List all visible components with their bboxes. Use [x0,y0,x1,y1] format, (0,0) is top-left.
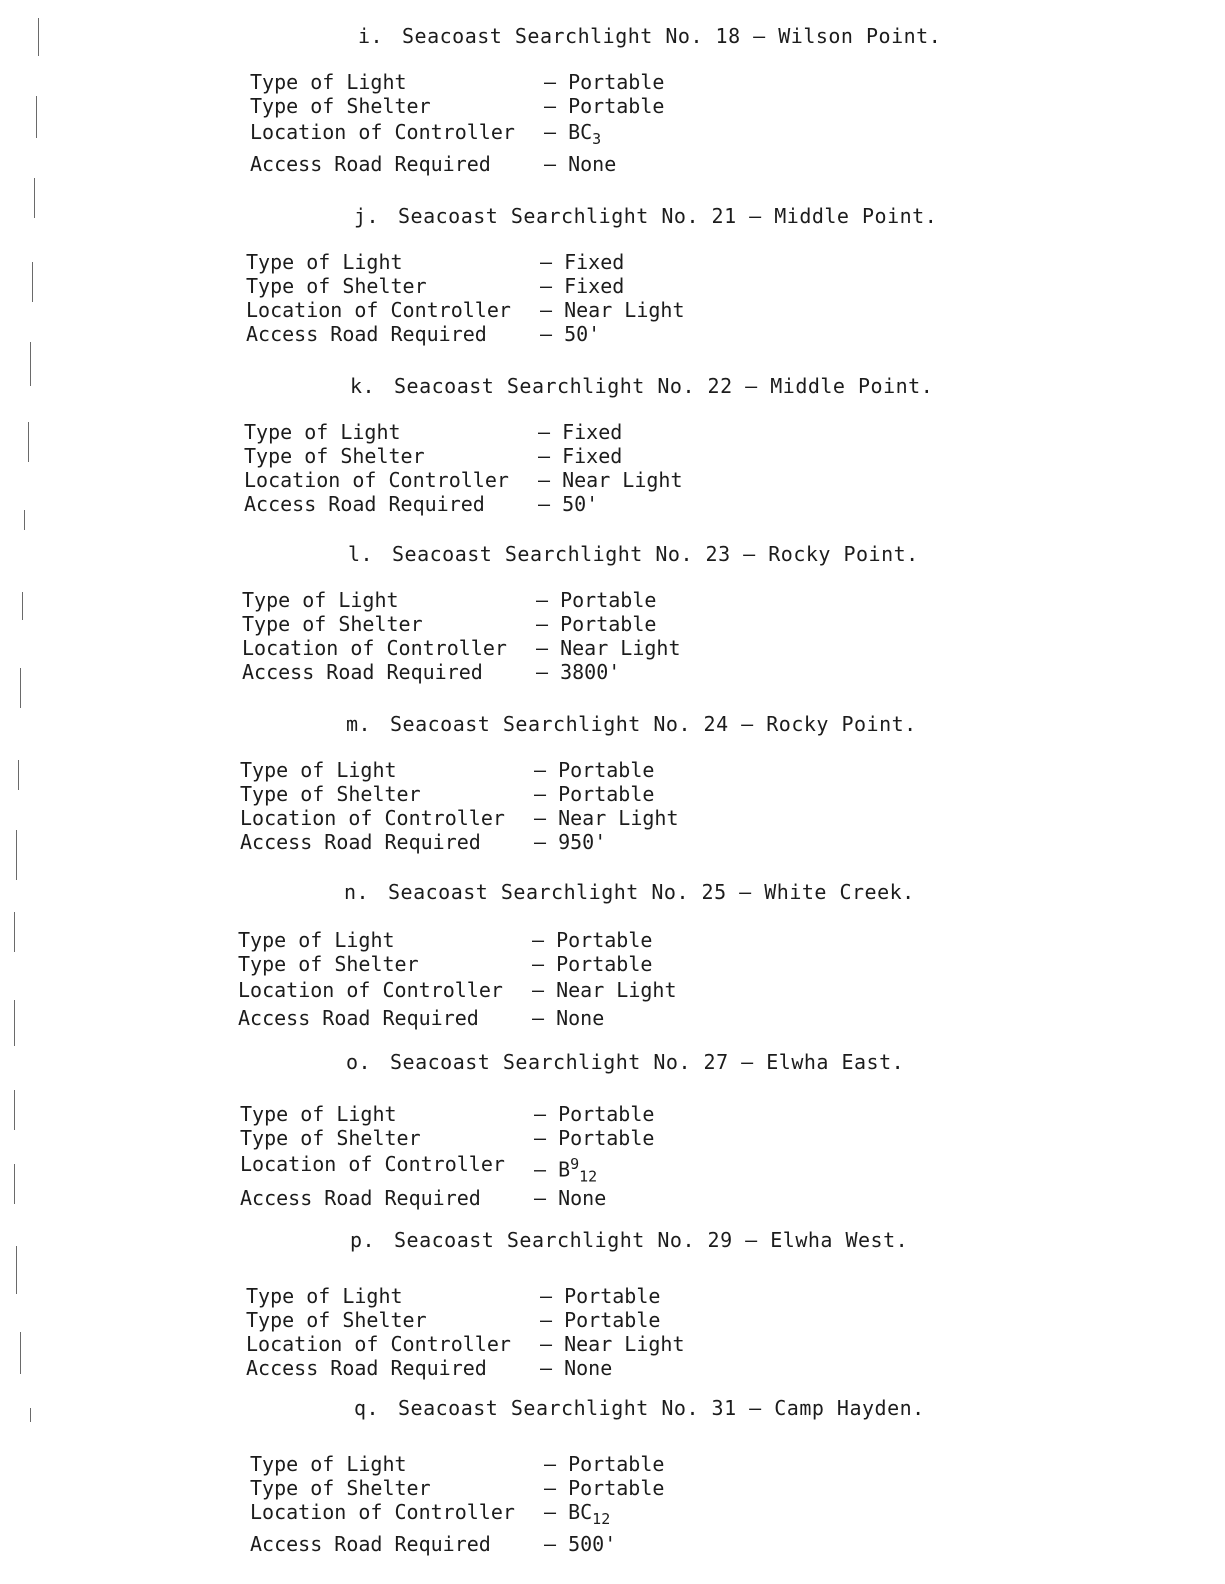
spec-label: Location of Controller [250,120,515,144]
section-title: Seacoast Searchlight No. 22 – Middle Point. [394,374,934,398]
spec-value: – None [534,1186,607,1210]
spec-value: – 950' [534,830,607,854]
spec-value: – Portable [534,1102,655,1126]
spec-value: – Fixed [538,420,623,444]
spec-label: Location of Controller [246,1332,511,1356]
spec-label: Type of Shelter [244,444,425,468]
spec-label: Location of Controller [244,468,509,492]
spec-value-main: – B [534,1157,571,1182]
spec-value: – Portable [544,1476,665,1500]
spec-label: Type of Shelter [240,1126,421,1150]
section-title: Seacoast Searchlight No. 25 – White Creek. [388,880,915,904]
spec-label: Type of Light [242,588,399,612]
spec-label: Type of Light [246,1284,403,1308]
spec-label: Type of Shelter [240,782,421,806]
spec-value [544,1500,610,1531]
spec-value-subscript: 3 [592,130,602,148]
spec-label: Access Road Required [250,1532,491,1556]
section-title: Seacoast Searchlight No. 27 – Elwha East. [390,1050,905,1074]
spec-value: – Portable [536,588,657,612]
spec-label: Type of Shelter [238,952,419,976]
spec-label: Access Road Required [240,1186,481,1210]
spec-value: – 50' [540,322,601,346]
section-title: Seacoast Searchlight No. 31 – Camp Hayden. [398,1396,925,1420]
spec-value: – Fixed [540,274,625,298]
section-title: Seacoast Searchlight No. 21 – Middle Point. [398,204,938,228]
spec-label: Location of Controller [250,1500,515,1524]
section-title: Seacoast Searchlight No. 29 – Elwha West. [394,1228,909,1252]
spec-label: Location of Controller [238,978,503,1002]
spec-value-superscript: 9 [570,1155,580,1173]
section-letter: j. [354,204,380,228]
spec-value: – Near Light [540,298,685,322]
spec-label: Location of Controller [242,636,507,660]
spec-label: Type of Shelter [246,1308,427,1332]
spec-label: Access Road Required [246,322,487,346]
spec-label: Type of Light [250,1452,407,1476]
spec-value: – None [544,152,617,176]
spec-value: – None [540,1356,613,1380]
spec-label: Type of Shelter [246,274,427,298]
section-heading [354,1396,925,1420]
spec-value [534,1152,597,1189]
spec-label: Type of Shelter [250,1476,431,1500]
spec-value-main: – BC [544,1500,593,1524]
section-letter: m. [346,712,372,736]
spec-label: Type of Light [250,70,407,94]
spec-value: – Portable [544,1452,665,1476]
spec-value: – Near Light [540,1332,685,1356]
spec-value: – Portable [532,928,653,952]
spec-value: – Portable [532,952,653,976]
spec-value: – 500' [544,1532,617,1556]
spec-label: Access Road Required [250,152,491,176]
spec-value: – Portable [534,758,655,782]
spec-value [544,120,601,151]
spec-label: Access Road Required [244,492,485,516]
spec-value: – 3800' [536,660,621,684]
section-heading [348,542,919,566]
section-heading [344,880,915,904]
section-letter: n. [344,880,370,904]
spec-value: – Portable [534,782,655,806]
section-letter: q. [354,1396,380,1420]
section-letter: i. [358,24,384,48]
spec-value: – Fixed [538,444,623,468]
spec-value: – Near Light [532,978,677,1002]
spec-label: Type of Light [244,420,401,444]
spec-value: – Near Light [536,636,681,660]
section-title: Seacoast Searchlight No. 24 – Rocky Point. [390,712,917,736]
spec-value: – Portable [536,612,657,636]
section-heading [354,204,937,228]
spec-label: Access Road Required [240,830,481,854]
section-heading [346,1050,904,1074]
section-heading [358,24,941,48]
spec-label: Type of Light [240,758,397,782]
spec-value-subscript: 12 [579,1167,598,1186]
spec-value: – 50' [538,492,599,516]
spec-value: – Portable [540,1284,661,1308]
spec-value: – Fixed [540,250,625,274]
section-letter: o. [346,1050,372,1074]
spec-label: Location of Controller [240,1152,505,1176]
spec-value-main: – BC [544,120,593,144]
section-title: Seacoast Searchlight No. 23 – Rocky Point. [392,542,919,566]
spec-label: Type of Light [246,250,403,274]
spec-value: – None [532,1006,605,1030]
section-title: Seacoast Searchlight No. 18 – Wilson Point. [402,24,942,48]
spec-value: – Portable [544,94,665,118]
spec-label: Location of Controller [246,298,511,322]
spec-label: Location of Controller [240,806,505,830]
section-letter: k. [350,374,376,398]
section-letter: p. [350,1228,376,1252]
spec-label: Access Road Required [238,1006,479,1030]
section-heading [350,1228,908,1252]
section-heading [346,712,917,736]
spec-value: – Portable [534,1126,655,1150]
section-heading [350,374,933,398]
spec-label: Type of Light [238,928,395,952]
spec-value: – Portable [544,70,665,94]
spec-value: – Portable [540,1308,661,1332]
spec-label: Access Road Required [242,660,483,684]
spec-label: Access Road Required [246,1356,487,1380]
spec-label: Type of Light [240,1102,397,1126]
spec-label: Type of Shelter [250,94,431,118]
spec-value-subscript: 12 [592,1510,611,1528]
spec-value: – Near Light [538,468,683,492]
spec-value: – Near Light [534,806,679,830]
section-letter: l. [348,542,374,566]
spec-label: Type of Shelter [242,612,423,636]
